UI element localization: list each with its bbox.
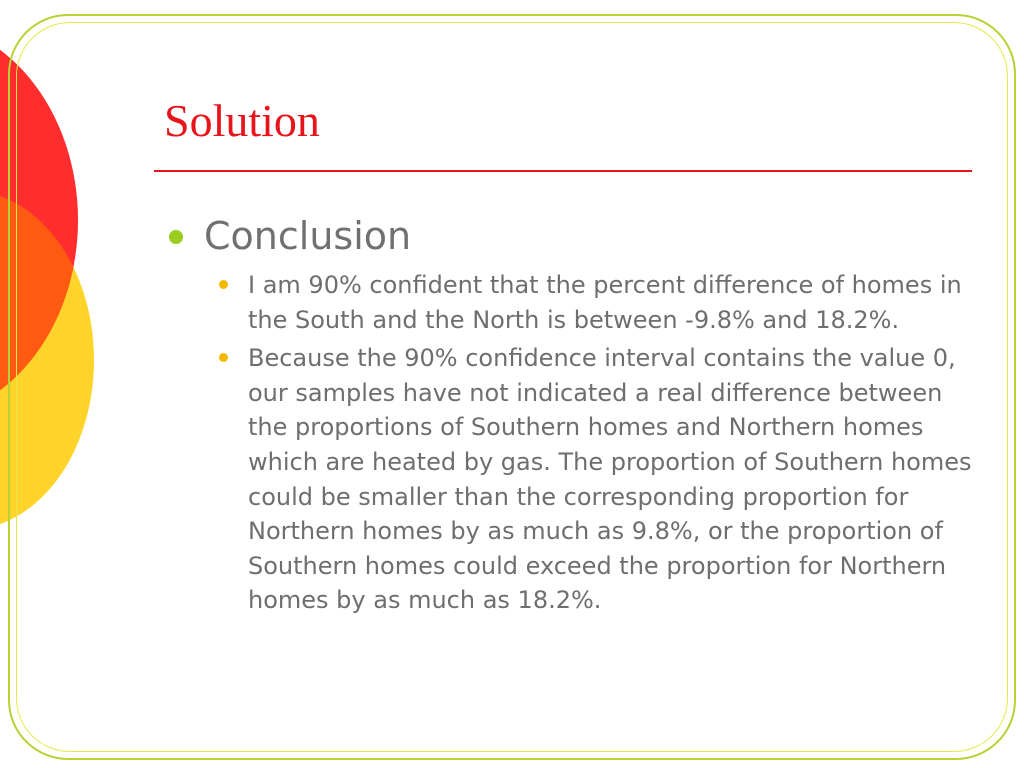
bullet-dot-icon [169, 230, 183, 244]
sub-bullet-confidence [164, 268, 974, 337]
sub-bullet-interpretation [164, 341, 974, 618]
sub-bullet-dot-icon [219, 280, 228, 289]
sub-bullet-text: I am 90% confident that the percent difference of homes in the South and the North is between -9.8% and 18.2%. [248, 271, 962, 334]
sub-bullet-text: Because the 90% confidence interval contains the value 0, our samples have not indicated a real difference between the proportions of Southern homes and Northern homes which are heated by gas. The proportion of Southern homes could be smaller than the corresponding proportion for Northern homes by as much as 9.8%, or the proportion of Southern homes could exceed the proportion for Northern homes by as much as 18.2%. [248, 344, 972, 615]
title-underline [154, 170, 972, 172]
slide-content [164, 212, 974, 622]
slide-title: Solution [164, 95, 320, 146]
bullet-conclusion [164, 212, 974, 260]
sub-bullet-dot-icon [219, 353, 228, 362]
bullet-heading-text: Conclusion [204, 214, 412, 258]
